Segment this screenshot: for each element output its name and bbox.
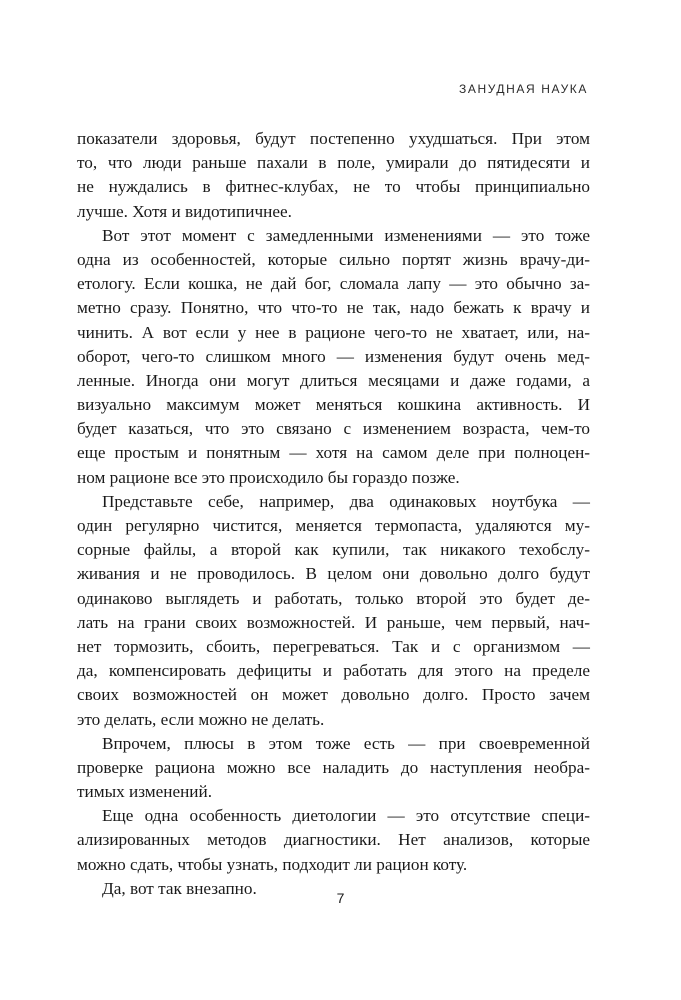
text-line: лать на грани своих возможностей. И раньше, чем первый, нач- bbox=[77, 612, 590, 632]
text-line: метно сразу. Понятно, что что-то не так, надо бежать к врачу и bbox=[77, 298, 590, 318]
text-line: нет тормозить, сбоить, перегреваться. Так и с организмом — bbox=[77, 636, 590, 656]
text-line: Представьте себе, например, два одинаковых ноутбука — bbox=[102, 491, 590, 511]
text-line: визуально максимум может меняться кошкина активность. И bbox=[77, 395, 590, 415]
text-line: будет казаться, что это связано с изменением возраста, чем-то bbox=[77, 419, 590, 439]
text-line: одна из особенностей, которые сильно портят жизнь врачу-ди- bbox=[77, 249, 590, 269]
body-text bbox=[77, 127, 590, 901]
paragraph bbox=[77, 490, 590, 732]
paragraph bbox=[77, 127, 590, 224]
paragraph bbox=[77, 804, 590, 877]
text-line: Впрочем, плюсы в этом тоже есть — при своевременной bbox=[102, 733, 590, 753]
text-line: одинаково выглядеть и работать, только второй это будет де- bbox=[77, 588, 590, 608]
text-line: Вот этот момент с замедленными изменениями — это тоже bbox=[102, 225, 590, 245]
text-line: показатели здоровья, будут постепенно ухудшаться. При этом bbox=[77, 129, 590, 148]
text-line: еще простым и понятным — хотя на самом деле при полноцен- bbox=[77, 443, 590, 463]
text-line: не нуждались в фитнес-клубах, не то чтобы принципиально bbox=[77, 177, 590, 197]
text-line: проверке рациона можно все наладить до наступления необра- bbox=[77, 757, 590, 777]
text-line: тимых изменений. bbox=[77, 782, 212, 802]
text-line: ленные. Иногда они могут длиться месяцами и даже годами, а bbox=[77, 370, 590, 390]
running-title: ЗАНУДНАЯ НАУКА bbox=[459, 82, 588, 96]
text-line: сорные файлы, а второй как купили, так никакого техобслу- bbox=[77, 540, 590, 560]
paragraph bbox=[77, 732, 590, 805]
page-number: 7 bbox=[336, 890, 345, 906]
text-line: Еще одна особенность диетологии — это отсутствие специ- bbox=[102, 806, 590, 826]
text-line: это делать, если можно не делать. bbox=[77, 709, 325, 729]
text-line: лучше. Хотя и видотипичнее. bbox=[77, 201, 292, 221]
text-line: живания и не проводилось. В целом они довольно долго будут bbox=[77, 564, 590, 584]
text-line: оборот, чего-то слишком много — изменения будут очень мед- bbox=[77, 346, 590, 366]
text-line: чинить. А вот если у нее в рационе чего-то не хватает, или, на- bbox=[77, 322, 590, 342]
text-line: Да, вот так внезапно. bbox=[102, 878, 257, 898]
text-line: то, что люди раньше пахали в поле, умирали до пятидесяти и bbox=[77, 153, 590, 173]
text-line: етологу. Если кошка, не дай бог, сломала лапу — это обычно за- bbox=[77, 274, 590, 294]
text-line: да, компенсировать дефициты и работать для этого на пределе bbox=[77, 661, 590, 681]
text-line: один регулярно чистится, меняется термопаста, удаляются му- bbox=[77, 516, 590, 535]
text-line: ализированных методов диагностики. Нет анализов, которые bbox=[77, 830, 590, 850]
text-line: ном рационе все это происходило бы гораздо позже. bbox=[77, 467, 460, 487]
text-line: можно сдать, чтобы узнать, подходит ли рацион коту. bbox=[77, 854, 468, 874]
paragraph bbox=[77, 224, 590, 490]
text-line: своих возможностей он может довольно долго. Просто зачем bbox=[77, 685, 590, 705]
